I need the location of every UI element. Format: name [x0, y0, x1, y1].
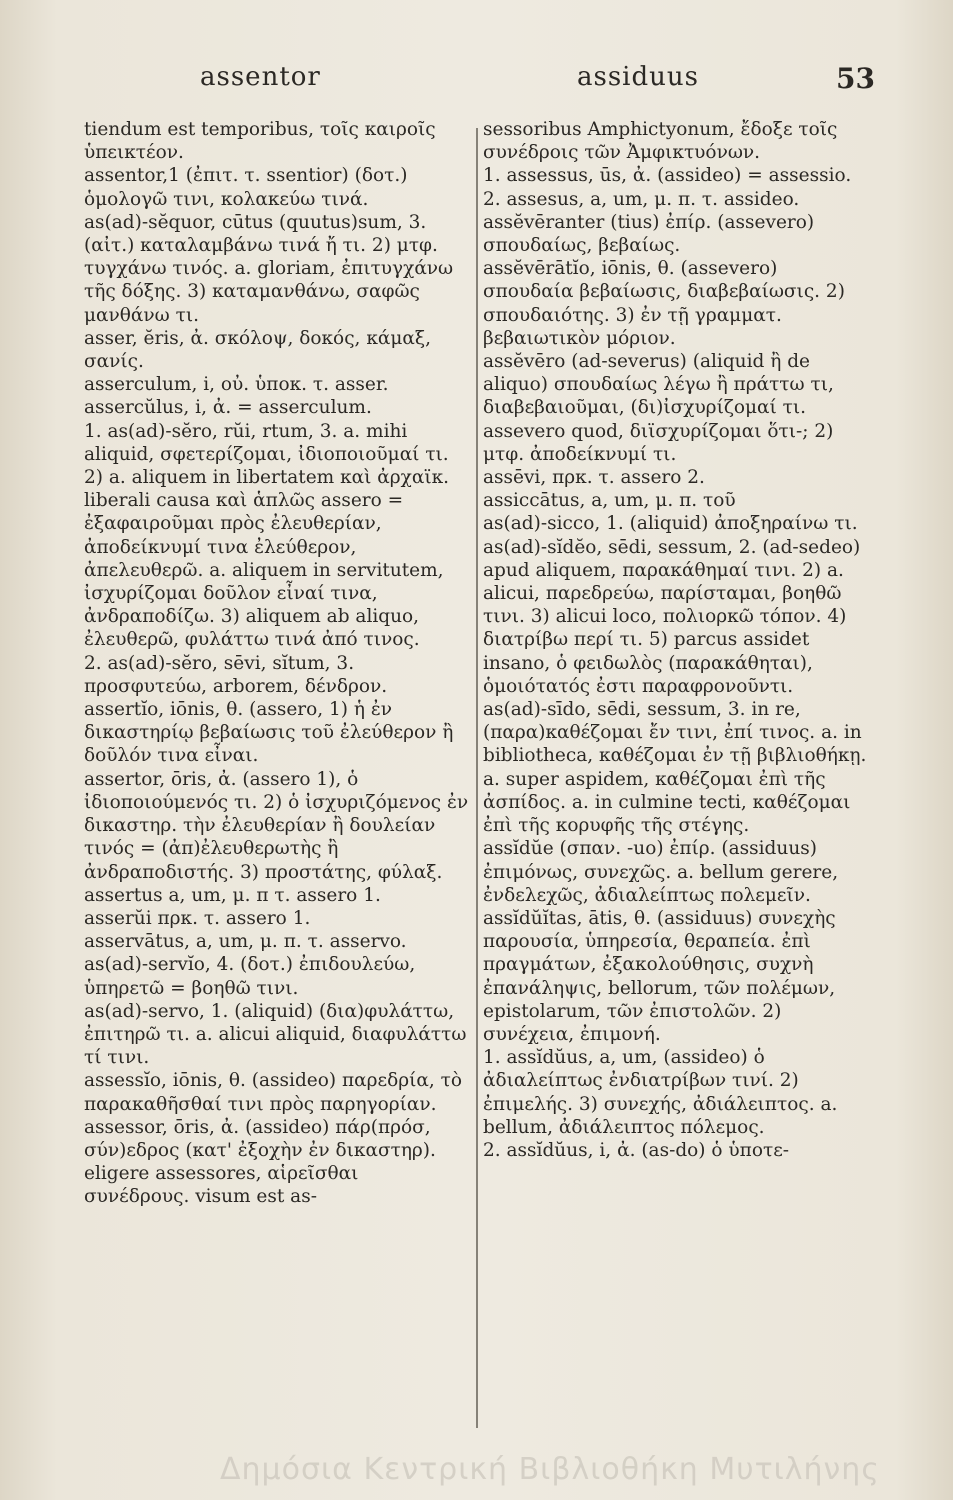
- dictionary-entry: assĕvēranter (tius) ἐπίρ. (assevero) σπουδαίως, βεβαίως.: [483, 211, 815, 257]
- dictionary-entry: as(ad)-sīdo, sēdi, sessum, 3. in re, (παρα)καθέζομαι ἔν τινι, ἐπί τινος. a. in bibliotheca, καθέζομαι ἐν τῇ βιβλιοθήκῃ. a. super aspidem, καθέζομαι ἐπὶ τῆς ἀσπίδος. a. in culmine tecti, καθέζομαι ἐπὶ τῆς κορυφῆς τῆς στέγης.: [483, 699, 867, 837]
- dictionary-entry: 1. assessus, ūs, ἀ. (assideo) = assessio.: [483, 165, 852, 187]
- dictionary-entry: assĕvērātĭo, iōnis, θ. (assevero) σπουδαία βεβαίωσις, διαβεβαίωσις. 2) σπουδαιότης. 3) ἐν τῇ γραμματ. βεβαιωτικὸν μόριον.: [483, 258, 845, 349]
- dictionary-entry: assĕvēro (ad-severus) (aliquid ἢ de aliquo) σπουδαίως λέγω ἢ πράττω τι, διαβεβαιοῦμαι, (δι)ἰσχυρίζομαί τι. assevero quod, διϊσχυρίζομαι ὅτι-; 2) μτφ. ἀποδείκνυμί τι.: [483, 351, 834, 465]
- dictionary-entry: assēvi, πρκ. τ. assero 2.: [483, 467, 705, 489]
- dictionary-entry: as(ad)-sicco, 1. (aliquid) ἀποξηραίνω τι.: [483, 513, 858, 535]
- dictionary-entry: 2. as(ad)-sĕro, sēvi, sĭtum, 3. προσφυτεύω, arborem, δένδρον.: [84, 652, 388, 697]
- library-watermark: Δημόσια Κεντρική Βιβλιοθήκη Μυτιλήνης: [220, 1452, 880, 1487]
- dictionary-entry: assĭdŭĭtas, ātis, θ. (assiduus) συνεχὴς παρουσία, ὑπηρεσία, θεραπεία. ἐπὶ πραγμάτων, ἐξακολούθησις, συχνὴ ἐπανάληψις, bellorum, τῶν πολέμων, epistolarum, τῶν ἐπιστολῶν. 2) συνέχεια, ἐπιμονή.: [483, 907, 836, 1045]
- right-column: [483, 118, 873, 1162]
- left-column: [84, 118, 469, 1209]
- dictionary-entry: 2. assĭdŭus, i, ἀ. (as-do) ὁ ὑποτε-: [483, 1139, 790, 1161]
- dictionary-entry: asserŭi πρκ. τ. assero 1.: [84, 907, 311, 929]
- dictionary-entry: tiendum est temporibus, τοῖς καιροῖς ὑπεικτέον.: [84, 119, 436, 164]
- dictionary-entry: assertus a, um, μ. π τ. assero 1.: [84, 884, 381, 906]
- dictionary-entry: sessoribus Amphictyonum, ἔδοξε τοῖς συνέδροις τῶν Ἀμφικτυόνων.: [483, 119, 838, 164]
- page-header: [0, 62, 953, 102]
- header-right-guideword: assiduus: [577, 62, 699, 92]
- column-divider: [476, 128, 478, 1428]
- dictionary-entry: assessor, ōris, ἀ. (assideo) πάρ(πρόσ, σύν)εδρος (κατ' ἐξοχὴν ἐν δικαστηρ). eligere assessores, αἱρεῖσθαι συνέδρους. visum est as-: [84, 1116, 436, 1208]
- dictionary-entry: as(ad)-servĭo, 4. (δοτ.) ἐπιδουλεύω, ὑπηρετῶ = βοηθῶ τινι.: [84, 954, 416, 999]
- header-left-guideword: assentor: [200, 62, 321, 92]
- dictionary-entry: asserculum, i, οὐ. ὑποκ. τ. asser.: [84, 374, 389, 396]
- dictionary-entry: asser, ĕris, ἀ. σκόλοψ, δοκός, κάμαξ, σανίς.: [84, 327, 431, 373]
- dictionary-entry: asservātus, a, um, μ. π. τ. asservo.: [84, 931, 407, 953]
- page-number: 53: [836, 62, 875, 95]
- dictionary-entry: assertĭo, iōnis, θ. (assero, 1) ἡ ἐν δικαστηρίῳ βεβαίωσις τοῦ ἐλεύθερον ἢ δοῦλόν τινα εἶναι.: [84, 699, 454, 767]
- dictionary-entry: assercŭlus, i, ἀ. = asserculum.: [84, 397, 372, 419]
- dictionary-entry: as(ad)-sĕquor, cūtus (quutus)sum, 3. (αἰτ.) καταλαμβάνω τινά ἤ τι. 2) μτφ. τυγχάνω τινός. a. gloriam, ἐπιτυγχάνω τῆς δόξης. 3) καταμανθάνω, σαφῶς μανθάνω τι.: [84, 211, 454, 326]
- dictionary-entry: 2. assesus, a, um, μ. π. τ. assideo.: [483, 188, 800, 210]
- dictionary-entry: assiccātus, a, um, μ. π. τοῦ: [483, 490, 736, 512]
- dictionary-entry: assĭdŭe (σπαν. -uo) ἐπίρ. (assiduus) ἐπιμόνως, συνεχῶς. a. bellum gerere, ἐνδελεχῶς, ἀδιαλείπτως πολεμεῖν.: [483, 838, 839, 906]
- dictionary-entry: assentor,1 (ἐπιτ. τ. ssentior) (δοτ.) ὁμολογῶ τινι, κολακεύω τινά.: [84, 165, 408, 210]
- dictionary-entry: assessĭo, iōnis, θ. (assideo) παρεδρία, τὸ παρακαθῆσθαί τινι πρὸς παρηγορίαν.: [84, 1070, 462, 1115]
- dictionary-entry: 1. as(ad)-sĕro, rŭi, rtum, 3. a. mihi aliquid, σφετερίζομαι, ἰδιοποιοῦμαί τι. 2) a. aliquem in libertatem καὶ ἀρχαϊκ. liberali causa καὶ ἁπλῶς assero = ἐξαφαιροῦμαι πρὸς ἐλευθερίαν, ἀποδείκνυμί τινα ἐλεύθερον, ἀπελευθερῶ. a. aliquem in servitutem, ἰσχυρίζομαι δοῦλον εἶναί τινα, ἀνδραποδίζω. 3) aliquem ab aliquo, ἐλευθερῶ, φυλάττω τινά ἀπό τινος.: [84, 420, 450, 651]
- dictionary-entry: as(ad)-servo, 1. (aliquid) (δια)φυλάττω, ἐπιτηρῶ τι. a. alicui aliquid, διαφυλάττω τί τινι.: [84, 1000, 467, 1069]
- dictionary-entry: assertor, ōris, ἀ. (assero 1), ὁ ἰδιοποιούμενός τι. 2) ὁ ἰσχυριζόμενος ἐν δικαστηρ. τὴν ἐλευθερίαν ἢ δουλείαν τινός = (ἀπ)ἐλευθερωτὴς ἢ ἀνδραποδιστής. 3) προστάτης, φύλαξ.: [84, 768, 469, 883]
- dictionary-entry: as(ad)-sĭdĕo, sēdi, sessum, 2. (ad-sedeo) apud aliquem, παρακάθημαί τινι. 2) a. alicui, παρεδρεύω, παρίσταμαι, βοηθῶ τινι. 3) alicui loco, πολιορκῶ τόπον. 4) διατρίβω περί τι. 5) parcus assidet insano, ὁ φειδωλὸς (παρακάθηται), ὁμοιότατός ἐστι παραφρονοῦντι.: [483, 536, 861, 697]
- dictionary-entry: 1. assĭdŭus, a, um, (assideo) ὁ ἀδιαλείπτως ἐνδιατρίβων τινί. 2) ἐπιμελής. 3) συνεχής, ἀδιάλειπτος. a. bellum, ἀδιάλειπτος πόλεμος.: [483, 1047, 838, 1138]
